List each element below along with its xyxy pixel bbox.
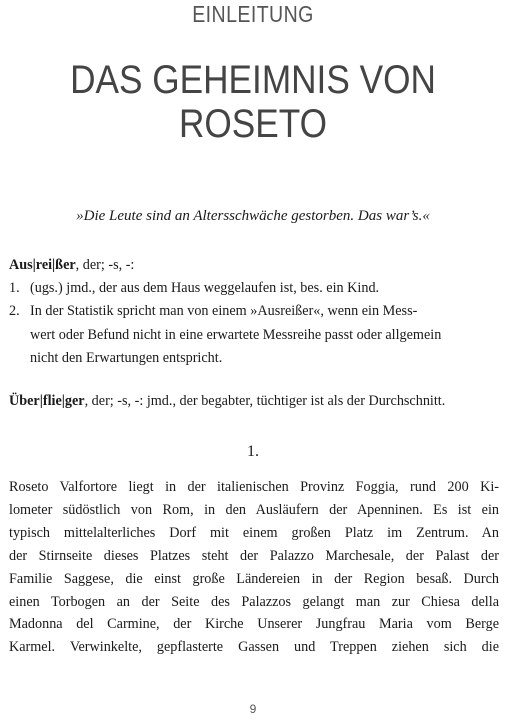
body-line: der Stirnseite dieses Platzes steht der Palazzo Marchesale, der Palast der (9, 547, 499, 564)
entry-grammar: , der; -s, -: (75, 257, 135, 273)
body-line: Roseto Valfortore liegt in der italienischen Provinz Foggia, rund 200 Ki- (9, 479, 499, 495)
definition-line: wert oder Befund nicht in eine erwartete Messreihe passt oder allgemein (30, 326, 442, 343)
page-number: 9 (249, 702, 257, 716)
body-line: Madonna del Carmine, der Kirche Unserer Jungfrau Maria vom Berge (9, 616, 499, 633)
entry-definition-1 (9, 277, 499, 300)
epigraph-quote: »Die Leute sind an Altersschwäche gestorben. Das war’s.« (76, 208, 430, 224)
dictionary-entry-ueberflieger (9, 390, 499, 413)
body-line: typisch mittelalterliches Dorf mit einem großen Platz im Zentrum. An (9, 524, 499, 541)
definition-text (30, 300, 499, 370)
definition-line: In der Statistik spricht man von einem »Ausreißer«, wenn ein Mess- (30, 303, 418, 320)
definition-line: nicht den Erwartungen entspricht. (30, 349, 223, 366)
section-number: 1. (247, 443, 259, 460)
entry-headword: Aus|rei|ßer (9, 257, 76, 273)
body-line: einen Torbogen an der Seite des Palazzos gelangt man zur Chiesa della (9, 593, 499, 610)
chapter-title (30, 58, 475, 146)
dictionary-entry-ausreisser (9, 254, 499, 370)
body-line: lometer südöstlich von Rom, in den Ausläufern der Apenninen. Es ist ein (9, 501, 499, 518)
entry-head (9, 390, 499, 413)
entry-head (9, 254, 499, 277)
body-line: Karmel. Verwinkelte, gepflasterte Gassen und Treppen ziehen sich die (9, 639, 499, 656)
entry-headword: Über|flie|ger (9, 393, 85, 409)
chapter-label: EINLEITUNG (192, 1, 314, 27)
definition-number: 1. (9, 280, 20, 297)
definition-text: (ugs.) jmd., der aus dem Haus weggelaufen ist, bes. ein Kind. (30, 280, 380, 297)
entry-definition: , der; -s, -: jmd., der begabter, tüchtiger ist als der Durchschnitt. (84, 393, 446, 409)
chapter-title-line-1: DAS GEHEIMNIS VON (70, 58, 436, 102)
body-paragraph (9, 476, 499, 659)
definition-number: 2. (9, 303, 20, 320)
body-line: Familie Saggese, die einst große Ländereien in der Region besaß. Durch (9, 570, 499, 587)
entry-definition-2 (9, 300, 499, 370)
chapter-title-line-2: ROSETO (178, 102, 328, 146)
